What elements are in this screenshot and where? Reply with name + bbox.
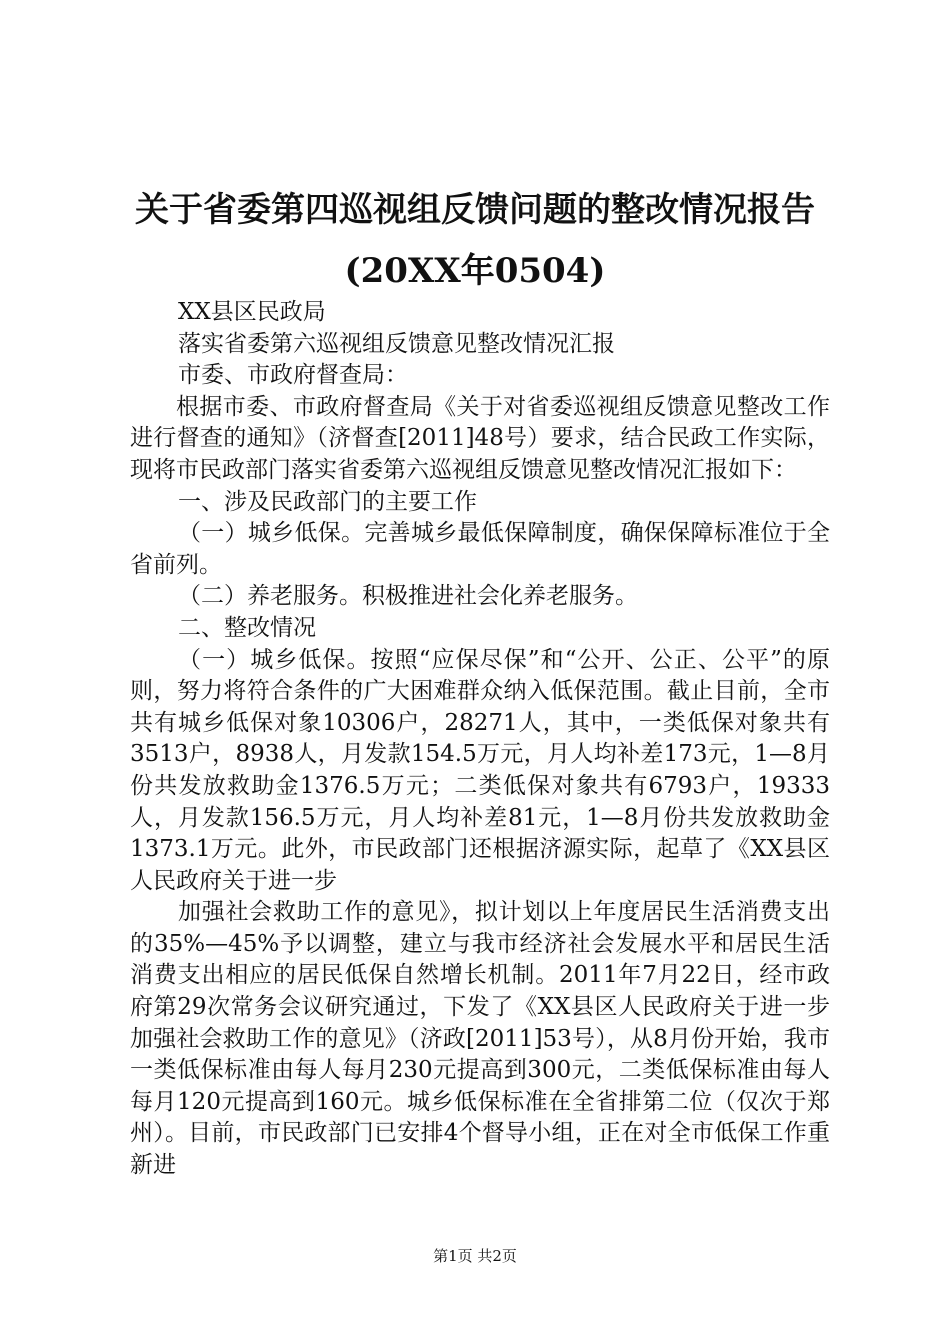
work-item-2: （二）养老服务。积极推进社会化养老服务。 <box>178 583 638 610</box>
report-subtitle: 落实省委第六巡视组反馈意见整改情况汇报 <box>178 330 615 357</box>
section-heading-2: 二、整改情况 <box>178 614 316 641</box>
rectification-paragraph-2: 加强社会救助工作的意见》，拟计划以上年度居民生活消费支出的35%—45%予以调整，建立与我市经济社会发展水平和居民生活消费支出相应的居民低保自然增长机制。2011年7月22日，经市政府第29次常务会议研究通过，下发了《XX县区人民政府关于进一步加强社会救助工作的意见》（济政[2011]53号），从8月份开始，我市一类低保标准由每人每月230元提高到300元，二类低保标准由每人每月120元提高到160元。城乡低保标准在全省排第二位（仅次于郑州）。目前，市民政部门已安排4个督导小组，正在对全市低保工作重新进 <box>130 899 830 1179</box>
document-title-line-1: 关于省委第四巡视组反馈问题的整改情况报告 <box>135 190 815 230</box>
sender-org: XX县区民政局 <box>178 299 326 325</box>
recipient-line: 市委、市政府督查局： <box>178 362 408 389</box>
intro-paragraph: 根据市委、市政府督查局《关于对省委巡视组反馈意见整改工作进行督查的通知》（济督查[2011]48号）要求，结合民政工作实际，现将市民政部门落实省委第六巡视组反馈意见整改情况汇报如下： <box>130 393 830 483</box>
document-title-line-2: (20XX年0504) <box>344 251 606 291</box>
section-heading-1: 一、涉及民政部门的主要工作 <box>178 488 477 515</box>
rectification-paragraph-1: （一）城乡低保。按照“应保尽保”和“公开、公正、公平”的原则，努力将符合条件的广大困难群众纳入低保范围。截止目前，全市共有城乡低保对象10306户，28271人，其中，一类低保对象共有3513户，8938人，月发款154.5万元，月人均补差173元，1—8月份共发放救助金1376.5万元；二类低保对象共有6793户，19333人，月发款156.5万元，月人均补差81元，1—8月份共发放救助金1373.1万元。此外，市民政部门还根据济源实际，起草了《XX县区人民政府关于进一步 <box>130 646 830 894</box>
page-footer: 第1页 共2页 <box>433 1247 517 1265</box>
work-item-1: （一）城乡低保。完善城乡最低保障制度，确保保障标准位于全省前列。 <box>130 520 830 578</box>
document-body <box>130 297 830 1182</box>
